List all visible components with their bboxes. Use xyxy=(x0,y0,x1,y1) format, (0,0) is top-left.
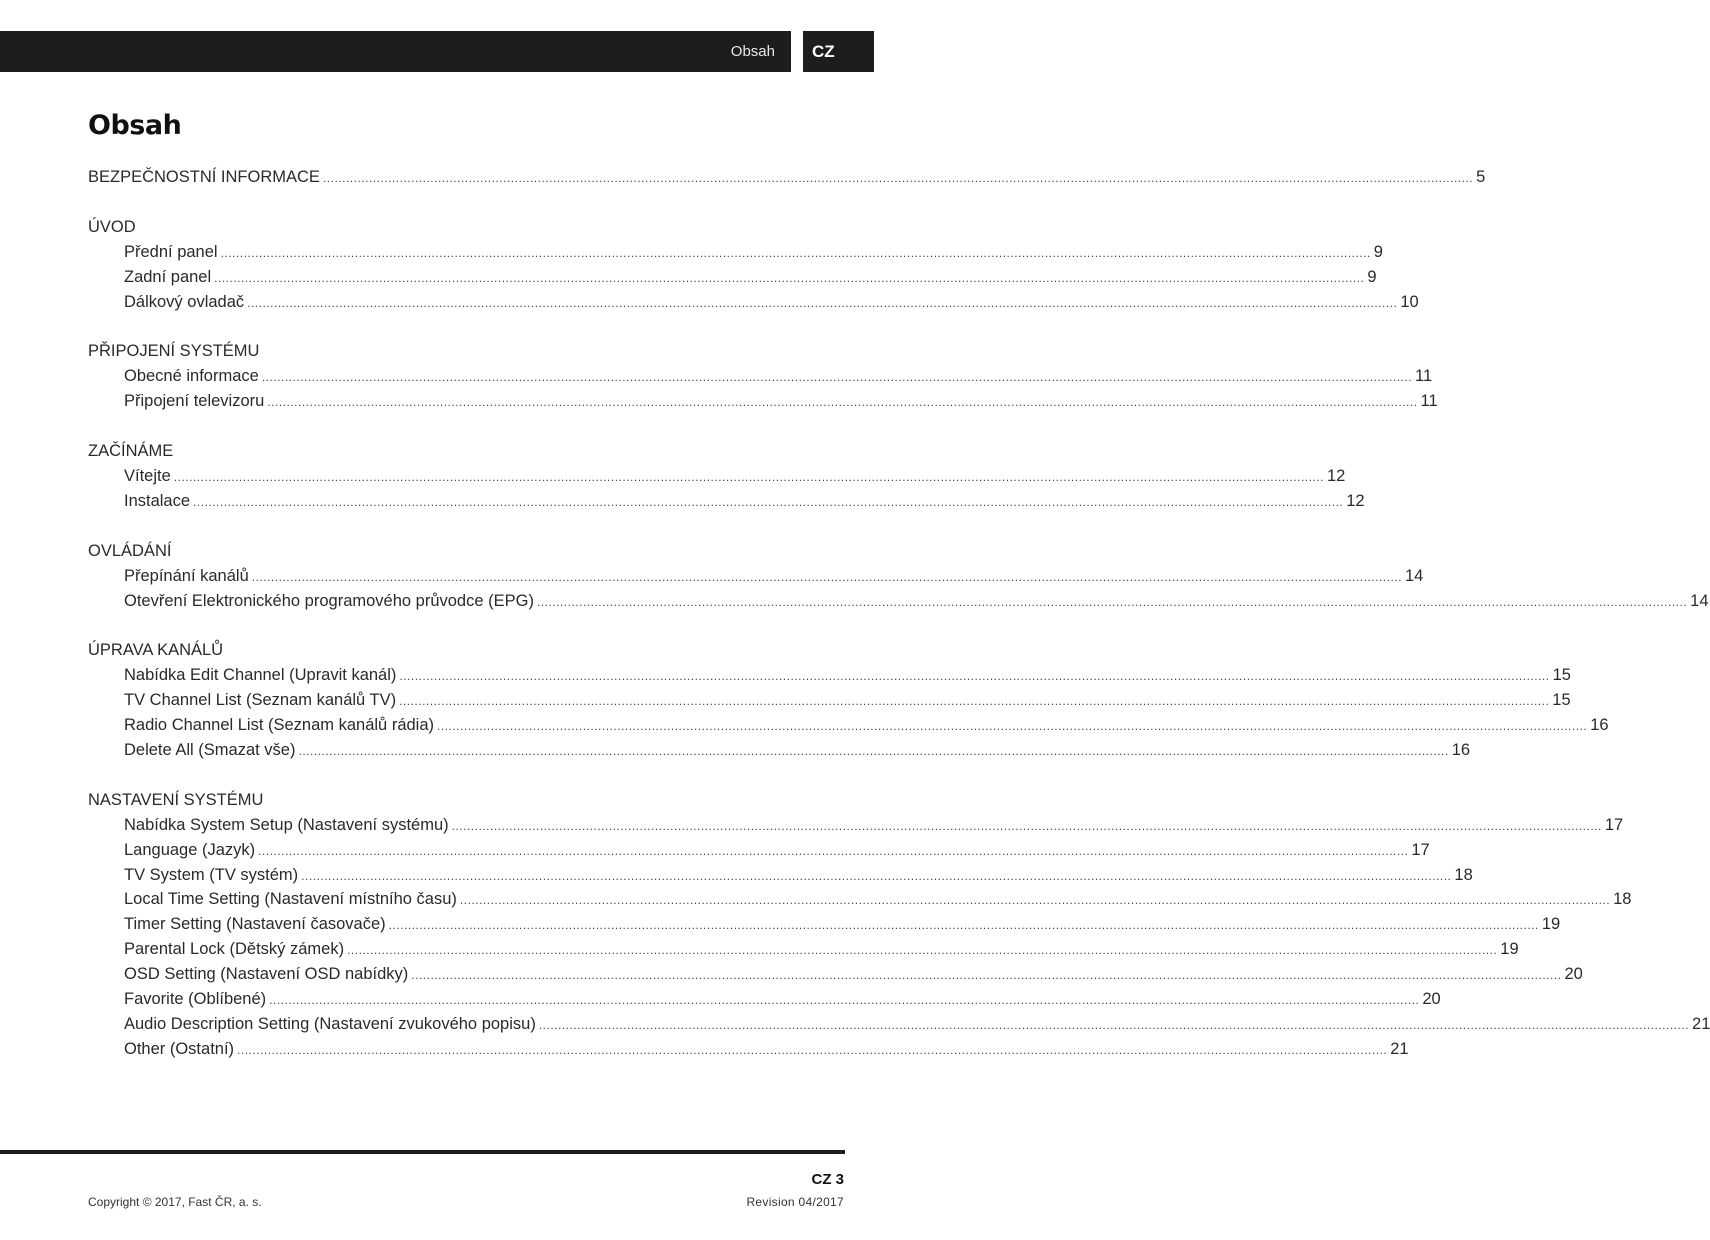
toc-entry-link[interactable] xyxy=(88,566,1424,592)
toc-entry-link[interactable] xyxy=(88,1014,1710,1040)
toc-page-number: 20 xyxy=(1422,990,1441,1009)
toc-page-number: 20 xyxy=(1564,965,1583,984)
toc-entry-link[interactable] xyxy=(88,367,1433,392)
toc-entry-label: OSD Setting (Nastavení OSD nabídky) xyxy=(124,965,409,984)
toc-section-heading: NASTAVENÍ SYSTÉMU xyxy=(88,790,264,809)
toc-entry-link[interactable] xyxy=(88,965,1583,990)
toc-section-heading: ÚPRAVA KANÁLŮ xyxy=(88,641,224,660)
toc-entry-label: Radio Channel List (Seznam kanálů rádia) xyxy=(124,716,435,735)
toc-page-number: 21 xyxy=(1692,1014,1710,1033)
toc-entry-label: Zadní panel xyxy=(124,267,212,286)
dot-leader: ............................................................................................................................................................................................................................................................................................................ xyxy=(261,370,1413,385)
toc-entry-link[interactable] xyxy=(88,666,1571,691)
footer-divider xyxy=(0,1150,845,1154)
toc-section-heading: BEZPEČNOSTNÍ INFORMACE xyxy=(88,168,320,186)
table-of-contents xyxy=(88,168,1710,1090)
toc-page-number: 15 xyxy=(1552,691,1571,710)
toc-entry-link[interactable] xyxy=(88,815,1624,841)
toc-entry-link[interactable] xyxy=(88,865,1473,891)
toc-page-number: 12 xyxy=(1346,491,1365,510)
dot-leader: ............................................................................................................................................................................................................................................................................................................ xyxy=(267,395,1418,410)
toc-entry-label: Parental Lock (Dětský zámek) xyxy=(124,940,345,959)
toc-entry-label: TV System (TV systém) xyxy=(124,865,299,884)
footer-revision: Revision 04/2017 xyxy=(746,1195,844,1209)
header-section-title: Obsah xyxy=(730,43,775,60)
dot-leader: ............................................................................................................................................................................................................................................................................................................ xyxy=(301,868,1452,883)
toc-entry-link[interactable] xyxy=(88,990,1441,1015)
toc-page-number: 18 xyxy=(1613,890,1632,909)
dot-leader: ............................................................................................................................................................................................................................................................................................................ xyxy=(237,1042,1388,1057)
toc-page-number: 11 xyxy=(1420,392,1438,411)
toc-entry-link[interactable] xyxy=(88,292,1419,318)
dot-leader: ............................................................................................................................................................................................................................................................................................................ xyxy=(193,494,1344,509)
toc-entry-label: Favorite (Oblíbené) xyxy=(124,990,267,1009)
toc-entry-label: Vítejte xyxy=(124,467,171,486)
toc-entry-link[interactable] xyxy=(88,392,1438,417)
toc-entry-link[interactable] xyxy=(88,467,1346,492)
toc-entry-label: Dálkový ovladač xyxy=(124,292,245,311)
toc-section-heading: OVLÁDÁNÍ xyxy=(88,541,172,560)
toc-entry-label: Instalace xyxy=(124,491,191,510)
toc-entry-link[interactable] xyxy=(88,716,1609,741)
footer-page-number: CZ 3 xyxy=(811,1171,844,1188)
toc-entry-label: Delete All (Smazat vše) xyxy=(124,741,296,760)
dot-leader: ............................................................................................................................................................................................................................................................................................................ xyxy=(459,893,1611,908)
toc-entry-link[interactable] xyxy=(88,1039,1409,1065)
dot-leader: ............................................................................................................................................................................................................................................................................................................ xyxy=(173,470,1324,485)
dot-leader: ............................................................................................................................................................................................................................................................................................................ xyxy=(247,295,1398,310)
dot-leader: ............................................................................................................................................................................................................................................................................................................ xyxy=(451,818,1602,833)
toc-entry-label: Timer Setting (Nastavení časovače) xyxy=(124,915,386,934)
toc-section xyxy=(88,442,1365,517)
toc-page-number: 12 xyxy=(1326,467,1346,486)
toc-page-number: 16 xyxy=(1590,716,1609,735)
toc-entry-label: Obecné informace xyxy=(124,367,259,386)
toc-page-number: 17 xyxy=(1411,840,1430,859)
toc-section-heading: ZAČÍNÁME xyxy=(88,442,174,461)
toc-entry-label: Nabídka Edit Channel (Upravit kanál) xyxy=(124,666,397,685)
dot-leader: ............................................................................................................................................................................................................................................................................................................ xyxy=(399,694,1550,709)
page-title: Obsah xyxy=(88,110,182,141)
toc-entry-link[interactable] xyxy=(88,242,1383,268)
toc-section xyxy=(88,217,1419,318)
toc-page-number: 16 xyxy=(1451,741,1471,760)
toc-page-number: 5 xyxy=(1476,168,1486,186)
footer-copyright: Copyright © 2017, Fast ČR, a. s. xyxy=(88,1195,262,1209)
toc-section xyxy=(88,168,1486,193)
toc-page-number: 14 xyxy=(1404,566,1424,585)
toc-section-heading: PŘIPOJENÍ SYSTÉMU xyxy=(88,342,260,361)
dot-leader: ............................................................................................................................................................................................................................................................................................................ xyxy=(214,270,1365,285)
toc-entry-label: Otevření Elektronického programového průvodce (EPG) xyxy=(124,591,534,610)
toc-entry-label: Přepínání kanálů xyxy=(124,566,249,585)
toc-entry-label: Language (Jazyk) xyxy=(124,840,256,859)
toc-entry-link[interactable] xyxy=(88,491,1365,517)
toc-page-number: 19 xyxy=(1541,915,1561,934)
toc-page-number: 19 xyxy=(1500,940,1519,959)
dot-leader: ............................................................................................................................................................................................................................................................................................................ xyxy=(220,245,1371,260)
toc-entry-link[interactable] xyxy=(88,840,1430,866)
dot-leader: ............................................................................................................................................................................................................................................................................................................ xyxy=(269,993,1420,1008)
toc-section xyxy=(88,790,1710,1065)
toc-entry-link[interactable] xyxy=(88,890,1632,915)
toc-section-heading: ÚVOD xyxy=(88,217,136,236)
toc-page-number: 21 xyxy=(1390,1039,1409,1058)
toc-entry-link[interactable] xyxy=(88,940,1519,965)
toc-entry-label: Připojení televizoru xyxy=(124,392,265,411)
toc-entry-label: Přední panel xyxy=(124,242,218,261)
dot-leader: ............................................................................................................................................................................................................................................................................................................ xyxy=(258,843,1409,858)
toc-entry-link[interactable] xyxy=(88,915,1561,940)
dot-leader: ............................................................................................................................................................................................................................................................................................................ xyxy=(322,171,1474,185)
toc-page-number: 9 xyxy=(1373,242,1383,261)
toc-page-number: 15 xyxy=(1552,666,1571,685)
toc-entry-label: Local Time Setting (Nastavení místního času) xyxy=(124,890,457,909)
dot-leader: ............................................................................................................................................................................................................................................................................................................ xyxy=(536,594,1688,609)
toc-entry-label: Audio Description Setting (Nastavení zvukového popisu) xyxy=(124,1014,536,1033)
toc-page-number: 17 xyxy=(1604,815,1624,834)
toc-entry-link[interactable] xyxy=(88,591,1709,617)
toc-page-number: 18 xyxy=(1454,865,1473,884)
toc-entry-link[interactable] xyxy=(88,267,1377,293)
dot-leader: ............................................................................................................................................................................................................................................................................................................ xyxy=(399,669,1550,684)
dot-leader: ............................................................................................................................................................................................................................................................................................................ xyxy=(388,918,1539,933)
header-bar xyxy=(0,31,791,72)
header-language-badge: CZ xyxy=(803,31,874,72)
dot-leader: ............................................................................................................................................................................................................................................................................................................ xyxy=(298,744,1449,759)
dot-leader: ............................................................................................................................................................................................................................................................................................................ xyxy=(251,569,1402,584)
toc-page-number: 9 xyxy=(1367,267,1377,286)
toc-entry-link[interactable] xyxy=(88,741,1471,766)
toc-entry-link[interactable] xyxy=(88,691,1571,716)
toc-page-number: 10 xyxy=(1400,292,1419,311)
toc-section xyxy=(88,342,1438,417)
toc-section xyxy=(88,541,1709,617)
dot-leader: ............................................................................................................................................................................................................................................................................................................ xyxy=(411,968,1562,983)
toc-page-number: 11 xyxy=(1415,367,1433,386)
dot-leader: ............................................................................................................................................................................................................................................................................................................ xyxy=(538,1017,1690,1032)
toc-section xyxy=(88,641,1609,765)
toc-entry-label: Nabídka System Setup (Nastavení systému) xyxy=(124,815,449,834)
toc-entry-link[interactable] xyxy=(88,168,1486,193)
toc-page-number: 14 xyxy=(1690,591,1709,610)
toc-entry-label: Other (Ostatní) xyxy=(124,1039,235,1058)
dot-leader: ............................................................................................................................................................................................................................................................................................................ xyxy=(347,943,1498,958)
dot-leader: ............................................................................................................................................................................................................................................................................................................ xyxy=(437,719,1588,734)
toc-entry-label: TV Channel List (Seznam kanálů TV) xyxy=(124,691,397,710)
